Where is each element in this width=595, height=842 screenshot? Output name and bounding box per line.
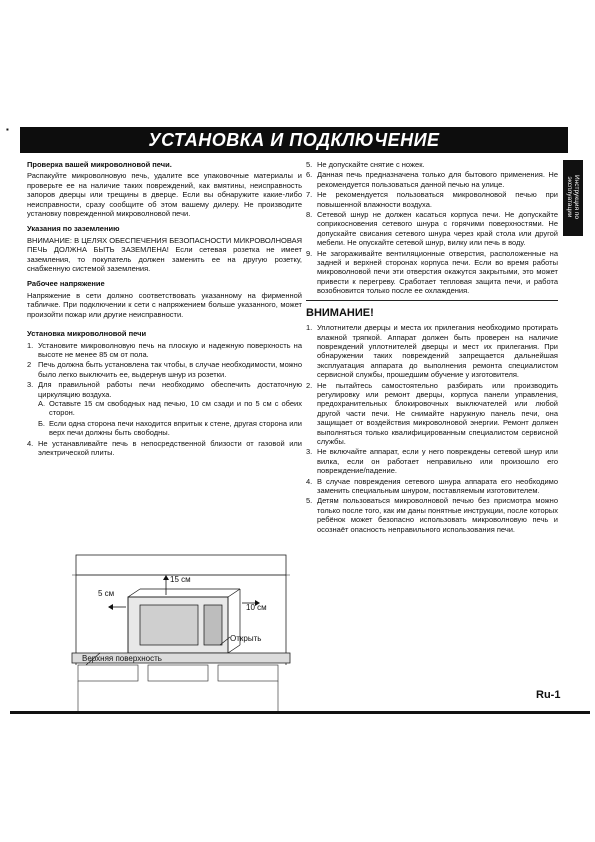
sub-list-item: Б. Если одна сторона печи находится впритык к стене, другая сторона или верх печи должны быть свободны. bbox=[38, 418, 302, 438]
left-column bbox=[27, 160, 302, 461]
divider bbox=[306, 300, 558, 301]
page-title: УСТАНОВКА И ПОДКЛЮЧЕНИЕ bbox=[148, 130, 440, 150]
list-item: 7. Не рекомендуется пользоваться микроволновой печью при повышенной влажности воздуха. bbox=[306, 190, 558, 209]
warning-list bbox=[306, 323, 558, 534]
label-side-clearance: 5 см bbox=[98, 589, 115, 598]
label-open: Открыть bbox=[230, 634, 262, 643]
installation-list-continued bbox=[306, 160, 558, 296]
list-item: 2 Печь должна быть установлена так чтобы, в случае необходимости, можно было легко выключить ее, выдернув шнур из розетки. bbox=[27, 360, 302, 379]
section-text-grounding: ВНИМАНИЕ: В ЦЕЛЯХ ОБЕСПЕЧЕНИЯ БЕЗОПАСНОСТИ МИКРОВОЛНОВАЯ ПЕЧЬ ДОЛЖНА БЫТЬ ЗАЗЕМЛЕНА! Если сетевая розетка не имеет заземления, то покупатель должен заменить ее на другую розетку, снабженную системой заземления. bbox=[27, 235, 302, 274]
section-text-voltage: Напряжение в сети должно соответствовать указанному на фирменной табличке. При подключении к сети с напряжением больше указанного, может произойти пожар или другие неисправности. bbox=[27, 290, 302, 319]
list-item: 1. Установите микроволновую печь на плоскую и надежную поверхность на высоте не менее 85 см от пола. bbox=[27, 340, 302, 359]
list-item: 2. Не пытайтесь самостоятельно разбирать или производить регулировку или ремонт дверцы, корпуса панели управления, предохранительных блокировочных выключателей или любой другой части печи. Не снимайте наружную панель печи, она защищает от воздействия микроволновой энергии. Ремонт должен выполняться только квалифицированным специалистом сервисной службы. bbox=[306, 380, 558, 446]
list-item: 3. Не включайте аппарат, если у него повреждены сетевой шнур или вилка, если он работает неправильно или произошло его повреждение/падение. bbox=[306, 447, 558, 476]
list-item: 4. В случае повреждения сетевого шнура аппарата его необходимо заменить специальным шнуром, поставляемым изготовителем. bbox=[306, 476, 558, 495]
footer-rule bbox=[10, 711, 590, 714]
margin-mark: ▪ bbox=[6, 125, 9, 134]
section-heading-installation: Установка микроволновой печи bbox=[27, 329, 147, 339]
sub-list bbox=[38, 399, 302, 438]
list-item: 3. Для правильной работы печи необходимо обеспечить достаточную циркуляцию воздуха. А. Оставьте 15 см свободных над печью, 10 см сзади и по 5 см с обеих сторон. Б. Если одна сторона печи находится впритык к стене, другая сторона или верх печи должны быть свободны. bbox=[27, 380, 302, 438]
page-number: Ru-1 bbox=[536, 689, 561, 701]
section-text-check: Распакуйте микроволновую печь, удалите все упаковочные материалы и проверьте ее на наличие таких повреждений, как вмятины, неисправность запоров дверцы или трещины в дверце. Если вы обнаружите какие-либо неисправности, сразу сообщите об этом вашему дилеру. Не производите установку поврежденной микроволновой печи. bbox=[27, 171, 302, 219]
right-column bbox=[306, 160, 558, 538]
list-item: 9. Не загораживайте вентиляционные отверстия, расположенные на задней и верхней сторонах корпуса печи. Если во время работы микроволновой печи эти отверстия окажутся закрытыми, это может привести к перегреву. Сработает тепловая защита печи, и работа возобновится только после ее охлаждения. bbox=[306, 248, 558, 296]
title-banner bbox=[20, 127, 568, 153]
side-tab-label: Инструкция по эксплуатации bbox=[566, 175, 580, 219]
label-rear-clearance: 10 см bbox=[246, 603, 267, 612]
list-item: 6. Данная печь предназначена только для бытового применения. Не рекомендуется пользоваться данной печью на улице. bbox=[306, 170, 558, 189]
section-heading-grounding: Указания по заземлению bbox=[27, 224, 120, 234]
installation-diagram bbox=[70, 553, 292, 721]
installation-list bbox=[27, 341, 302, 458]
list-item: 8. Сетевой шнур не должен касаться корпуса печи. Не допускайте соприкосновения сетевого шнура с горячими поверхностями. Не допускайте свисания сетевого шнура через край стола или другой мебели. Не опускайте сетевой шнур, вилку или печь в воду. bbox=[306, 210, 558, 248]
label-surface: Верхняя поверхность bbox=[82, 654, 162, 663]
list-item: 5. Детям пользоваться микроволновой печью без присмотра можно только после того, как им даны понятные инструкции, после которых ребёнок может безопасно использовать микроволновую печь и осознаёт опасность неправильного использования печи. bbox=[306, 496, 558, 534]
label-top-clearance: 15 см bbox=[170, 575, 191, 584]
list-item: 5. Не допускайте снятие с ножек. bbox=[306, 160, 425, 169]
sub-list-item: А. Оставьте 15 см свободных над печью, 10 см сзади и по 5 см с обеих сторон. bbox=[38, 398, 302, 418]
warning-heading: ВНИМАНИЕ! bbox=[306, 306, 374, 319]
side-tab bbox=[563, 160, 583, 236]
section-heading-voltage: Рабочее напряжение bbox=[27, 279, 105, 289]
list-item: 4. Не устанавливайте печь в непосредственной близости от газовой или электрической плиты. bbox=[27, 438, 302, 457]
section-heading-check: Проверка вашей микроволновой печи. bbox=[27, 160, 172, 169]
list-item: 1. Уплотнители дверцы и места их прилегания необходимо протирать влажной тряпкой. Аппарат должен быть проверен на наличие повреждений уплотнителей дверцы и мест их прилегания. При обнаружении таких повреждений запрещается дальнейшая эксплуатация аппарата до выполнения ремонта специалистом сервисной службы, прошедшим обучение у изготовителя. bbox=[306, 323, 558, 380]
